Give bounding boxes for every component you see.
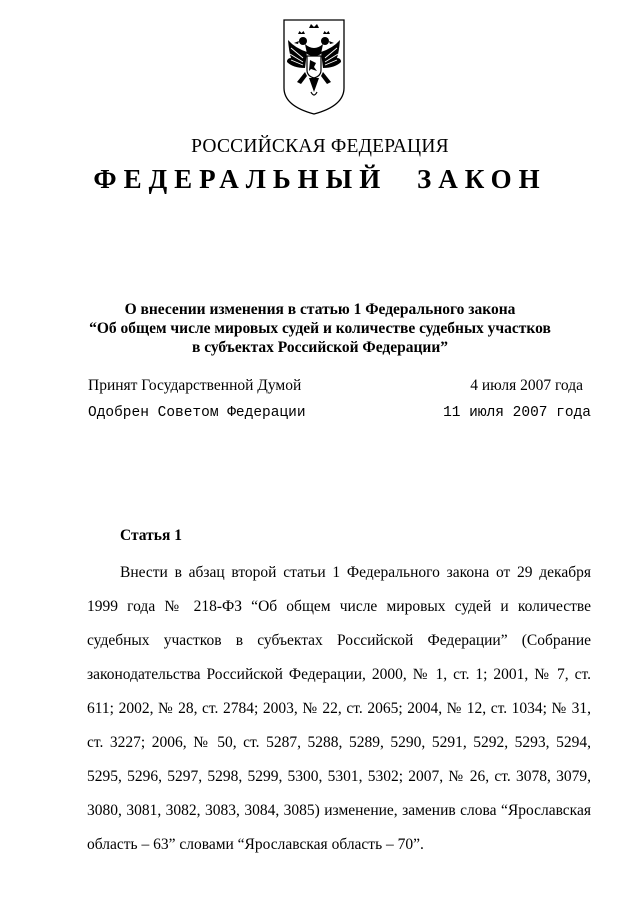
law-title-line: в субъектах Российской Федерации” bbox=[191, 339, 449, 356]
duma-date: 4 июля 2007 года bbox=[470, 377, 583, 394]
council-date: 11 июля 2007 года bbox=[443, 405, 591, 421]
country-name: РОССИЙСКАЯ ФЕДЕРАЦИЯ bbox=[191, 136, 449, 157]
law-type: ФЕДЕРАЛЬНЫЙ ЗАКОН bbox=[93, 164, 547, 194]
council-label: Одобрен Советом Федерации bbox=[88, 405, 306, 421]
law-title bbox=[0, 300, 640, 357]
duma-label: Принят Государственной Думой bbox=[88, 377, 302, 394]
article-text: Внести в абзац второй статьи 1 Федерального закона от 29 декабря 1999 года № 218-ФЗ “Об общем числе мировых судей и количестве судебных участков в субъектах Российской Федерации” (Собрание законодательства Российской Федерации, 2000, № 1, ст. 1; 2001, № 7, ст. 611; 2002, № 28, ст. 2784; 2003, № 22, ст. 2065; 2004, № 12, ст. 1034; № 31, ст. 3227; 2006, № 50, ст. 5287, 5288, 5289, 5290, 5291, 5292, 5293, 5294, 5295, 5296, 5297, 5298, 5299, 5300, 5301, 5302; 2007, № 26, ст. 3078, 3079, 3080, 3081, 3082, 3083, 3084, 3085) изменение, заменив слова “Ярославская область – 63” словами “Ярославская область – 70”. bbox=[87, 564, 591, 853]
article-heading: Статья 1 bbox=[120, 527, 182, 544]
law-title-line: О внесении изменения в статью 1 Федерального закона bbox=[124, 301, 516, 318]
law-title-line: “Об общем числе мировых судей и количестве судебных участков bbox=[89, 320, 551, 337]
coat-of-arms-icon bbox=[281, 18, 347, 116]
